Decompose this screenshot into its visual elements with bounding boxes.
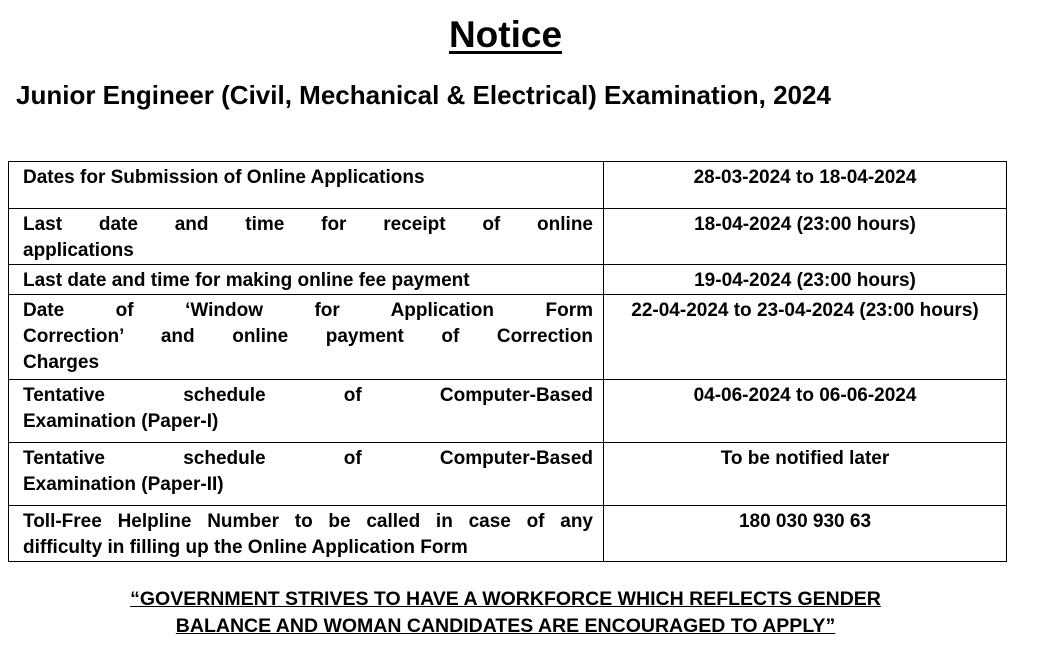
row-label: Last date and time for receipt of online applications [9, 209, 604, 265]
row-value: 180 030 930 63 [604, 506, 1007, 562]
row-label: Toll-Free Helpline Number to be called in case of any difficulty in filling up the Online Application Form [9, 506, 604, 562]
row-value: 18-04-2024 (23:00 hours) [604, 209, 1007, 265]
gender-balance-statement [0, 586, 1011, 640]
row-value: To be notified later [604, 443, 1007, 506]
table-row [9, 209, 1007, 265]
row-value: 22-04-2024 to 23-04-2024 (23:00 hours) [604, 295, 1007, 380]
row-value: 19-04-2024 (23:00 hours) [604, 265, 1007, 295]
row-label: Tentative schedule of Computer-Based Examination (Paper-II) [9, 443, 604, 506]
row-label: Tentative schedule of Computer-Based Examination (Paper-I) [9, 380, 604, 443]
row-value: 28-03-2024 to 18-04-2024 [604, 162, 1007, 209]
table-row [9, 265, 1007, 295]
page-title: Notice [448, 14, 563, 55]
row-label: Last date and time for making online fee payment [9, 265, 604, 295]
row-label: Date of ‘Window for Application Form Correction’ and online payment of Correction Charges [9, 295, 604, 380]
row-value: 04-06-2024 to 06-06-2024 [604, 380, 1007, 443]
exam-subtitle: Junior Engineer (Civil, Mechanical & Electrical) Examination, 2024 [16, 80, 831, 110]
table-row [9, 506, 1007, 562]
footer-line-2: BALANCE AND WOMAN CANDIDATES ARE ENCOURAGED TO APPLY” [175, 615, 836, 637]
table-row [9, 380, 1007, 443]
row-label: Dates for Submission of Online Applications [9, 162, 604, 209]
table-row [9, 443, 1007, 506]
footer-line-1: “GOVERNMENT STRIVES TO HAVE A WORKFORCE WHICH REFLECTS GENDER [130, 588, 881, 610]
table-row [9, 162, 1007, 209]
schedule-table [8, 161, 1007, 562]
table-row [9, 295, 1007, 380]
